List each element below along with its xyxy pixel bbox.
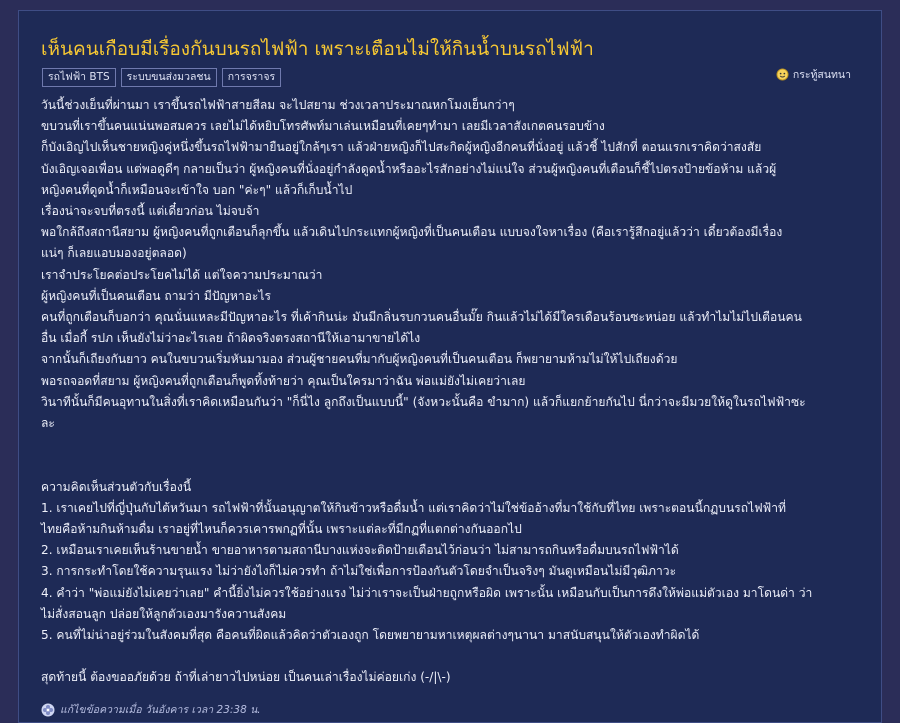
tag-mass-transit[interactable]: ระบบขนส่งมวลชน (121, 68, 217, 87)
body-line: ความคิดเห็นส่วนตัวกับเรื่องนี้ (41, 479, 192, 494)
body-line: แน่ๆ ก็เลยแอบมองอยู่ตลอด) (41, 246, 187, 261)
blank-line (41, 455, 863, 476)
post-body (41, 95, 863, 689)
body-line: 2. เหมือนเราเคยเห็นร้านขายน้ำ ขายอาหารตามสถานีบางแห่งจะติดป้ายเตือนไว้ก่อนว่า ไม่สามารถกินหรือดื่มบนรถไฟฟ้าได้ (41, 543, 679, 558)
body-line: สุดท้ายนี้ ต้องขออภัยด้วย ถ้าที่เล่ายาวไปหน่อย เป็นคนเล่าเรื่องไม่ค่อยเก่ง (-/|\-) (41, 670, 451, 685)
body-line: วันนี้ช่วงเย็นที่ผ่านมา เราขึ้นรถไฟฟ้าสายสีลม จะไปสยาม ช่วงเวลาประมาณหกโมงเย็นกว่าๆ (41, 98, 515, 112)
tag-bts[interactable]: รถไฟฟ้า BTS (42, 68, 116, 87)
body-line: ผู้หญิงคนที่เป็นคนเตือน ถามว่า มีปัญหาอะไร (41, 288, 271, 303)
edit-footer (41, 701, 261, 718)
tag-traffic[interactable]: การจราจร (222, 68, 281, 87)
body-line: 3. การกระทำโดยใช้ความรุนแรง ไม่ว่ายังไงก็ไม่ควรทำ ถ้าไม่ใช่เพื่อการป้องกันตัวโดยจำเป็นจริงๆ มันดูเหมือนไม่มีวุฒิภาวะ (41, 564, 677, 579)
post-title: เห็นคนเกือบมีเรื่องกันบนรถไฟฟ้า เพราะเตือนไม่ให้กินน้ำบนรถไฟฟ้า (41, 38, 594, 60)
room-link[interactable] (776, 66, 851, 83)
body-line: จากนั้นก็เถียงกันยาว คนในขบวนเริ่มหันมามอง ส่วนผู้ชายคนที่มากับผู้หญิงคนที่เป็นคนเตือน ก็พยายามห้ามไม่ให้ไปเถียงด้วย (41, 352, 678, 367)
body-line: ก็บังเอิญไปเห็นชายหญิงคู่หนึ่งขึ้นรถไฟฟ้ามายืนอยู่ใกล้ๆเรา แล้วฝ่ายหญิงก็ไปสะกิดผู้หญิงอีกคนที่นั่งอยู่ แล้วชี้ ไปสักที่ ตอนแรกเราคิดว่าสงสัย (41, 140, 762, 155)
body-line: หญิงคนที่ดูดน้ำก็เหมือนจะเข้าใจ บอก "ค่ะๆ" แล้วก็เก็บน้ำไป (41, 182, 353, 197)
body-line: วินาทีนั้นก็มีคนอุทานในสิ่งที่เราคิดเหมือนกันว่า "ก็นี่ไง ลูกถึงเป็นแบบนี้" (จังหวะนั้นคือ ขำมาก) แล้วก็แยกย้ายกันไป นี่กว่าจะมีมวยให้ดูในรถไฟฟ้าซะ (41, 394, 806, 409)
tag-list (42, 68, 281, 87)
blank-line (41, 434, 863, 455)
body-line: อื่น เมื่อกี้ รปภ เห็นยังไม่ว่าอะไรเลย ถ้าผิดจริงตรงสถานีให้เอามาขายได้ไง (41, 331, 421, 346)
body-line: ละ (41, 416, 55, 431)
body-line: ไทยคือห้ามกินห้ามดื่ม เราอยู่ที่ไหนก็ควรเคารพกฏที่นั้น เพราะแต่ละที่มีกฏที่แตกต่างกันออกไป (41, 522, 522, 537)
body-line: 4. คำว่า "พ่อแม่ยังไม่เคยว่าเลย" คำนี้ยิ่งไม่ควรใช้อย่างแรง ไม่ว่าเราจะเป็นฝ่ายถูกหรือผิด เพราะนั้น เหมือนกับเป็นการดึงให้พ่อแม่ตัวเอง มาโดนด่า ว่า (41, 585, 813, 600)
room-emoticon-icon (776, 68, 789, 81)
blank-line (41, 646, 863, 667)
body-line: เราจำประโยคต่อประโยคไม่ได้ แต่ใจความประมาณว่า (41, 267, 323, 282)
edit-flower-icon (41, 703, 55, 717)
post-panel (18, 10, 882, 723)
room-label: กระทู้สนทนา (792, 69, 851, 81)
body-line: พอใกล้ถึงสถานีสยาม ผู้หญิงคนที่ถูกเตือนก็ลุกขึ้น แล้วเดินไปกระแทกผู้หญิงที่เป็นคนเตือน แบบจงใจหาเรื่อง (คือเรารู้สึกอยู่แล้วว่า เดี๋ยวต้องมีเรื่อง (41, 225, 783, 240)
body-line: ไม่สั่งสอนลูก ปล่อยให้ลูกตัวเองมารังควานสังคม (41, 606, 287, 621)
body-line: 1. เราเคยไปที่ญี่ปุ่นกับไต้หวันมา รถไฟฟ้าที่นั้นอนุญาตให้กินข้าวหรือดื่มน้ำ แต่เราคิดว่าไม่ใช่ข้ออ้างที่มาใช้กับที่ไทย เพราะตอนนี้กฏบนรถไฟฟ้าที่ (41, 500, 787, 515)
body-line: ขบวนที่เราขึ้นคนแน่นพอสมควร เลยไม่ได้หยิบโทรศัพท์มาเล่นเหมือนที่เคยๆทำมา เลยมีเวลาสังเกตคนรอบข้าง (41, 119, 605, 134)
body-line: พอรถจอดที่สยาม ผู้หญิงคนที่ถูกเตือนก็พูดทิ้งท้ายว่า คุณเป็นใครมาว่าฉัน พ่อแม่ยังไม่เคยว่าเลย (41, 373, 526, 388)
edit-timestamp: แก้ไขข้อความเมื่อ วันอังคาร เวลา 23:38 น. (60, 704, 261, 716)
body-line: บังเอิญเจอเพื่อน แต่พอดูดีๆ กลายเป็นว่า ผู้หญิงคนที่นั่งอยู่กำลังดูดน้ำหรืออะไรสักอย่างไม่แน่ใจ ส่วนผู้หญิงคนที่เตือนก็ชี้ไปตรงป้ายข้อห้าม แล้วผู้ (41, 161, 777, 176)
body-line: คนที่ถูกเตือนก็บอกว่า คุณนั่นแหละมีปัญหาอะไร ที่เค้ากินน่ะ มันมีกลิ่นรบกวนคนอื่นมั๊ย กินแล้วไม่ได้มีใครเดือนร้อนซะหน่อย แล้วทำไมไม่ไปเตือนคน (41, 310, 802, 325)
body-line: เรื่องน่าจะจบที่ตรงนี้ แต่เดี๋ยวก่อน ไม่จบจ้า (41, 204, 260, 219)
body-line: 5. คนที่ไม่น่าอยู่ร่วมในสังคมที่สุด คือคนที่ผิดแล้วคิดว่าตัวเองถูก โดยพยายามหาเหตุผลต่างๆนานา มาสนับสนุนให้ตัวเองทำผิดได้ (41, 628, 700, 643)
